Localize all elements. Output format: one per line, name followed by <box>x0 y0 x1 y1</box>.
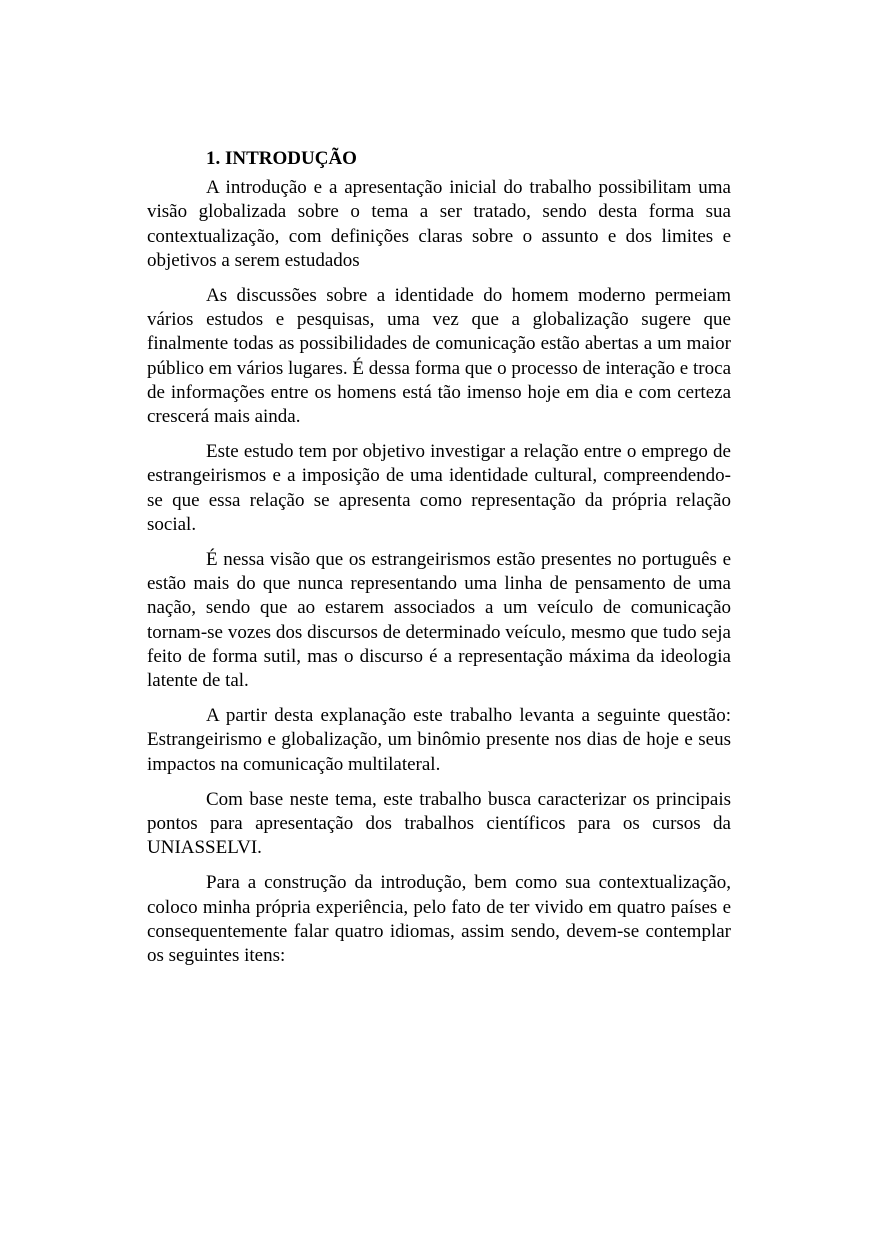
section-heading: 1. INTRODUÇÃO <box>206 148 357 169</box>
paragraph-identity: As discussões sobre a identidade do homem moderno permeiam vários estudos e pesquisas, uma vez que a globalização sugere que finalmente todas as possibilidades de comunicação estão abertas a um maior público em vários lugares. É dessa forma que o processo de interação e troca de informações entre os homens está tão imenso hoje em dia e com certeza crescerá mais ainda. <box>147 285 731 428</box>
paragraph-question: A partir desta explanação este trabalho levanta a seguinte questão: Estrangeirismo e globalização, um binômio presente nos dias de hoje e seus impactos na comunicação multilateral. <box>147 705 731 775</box>
paragraph-theme: Com base neste tema, este trabalho busca caracterizar os principais pontos para apresentação dos trabalhos científicos para os cursos da UNIASSELVI. <box>147 788 731 859</box>
paragraph-introduction: A introdução e a apresentação inicial do trabalho possibilitam uma visão globalizada sobre o tema a ser tratado, sendo desta forma sua contextualização, com definições claras sobre o assunto e dos limites e objetivos a serem estudados <box>147 177 731 271</box>
paragraph-objective: Este estudo tem por objetivo investigar a relação entre o emprego de estrangeirismos e a imposição de uma identidade cultural, compreendendo-se que essa relação se apresenta como representação da própria relação social. <box>147 441 731 535</box>
document-body <box>147 147 731 979</box>
paragraph-construction: Para a construção da introdução, bem como sua contextualização, coloco minha própria experiência, pelo fato de ter vivido em quatro países e consequentemente falar quatro idiomas, assim sendo, devem-se contemplar os seguintes itens: <box>147 872 731 967</box>
paragraph-foreign-words: É nessa visão que os estrangeirismos estão presentes no português e estão mais do que nunca representando uma linha de pensamento de uma nação, sendo que ao estarem associados a um veículo de comunicação tornam-se vozes dos discursos de determinado veículo, mesmo que tudo seja feito de forma sutil, mas o discurso é a representação máxima da ideologia latente de tal. <box>147 549 731 692</box>
